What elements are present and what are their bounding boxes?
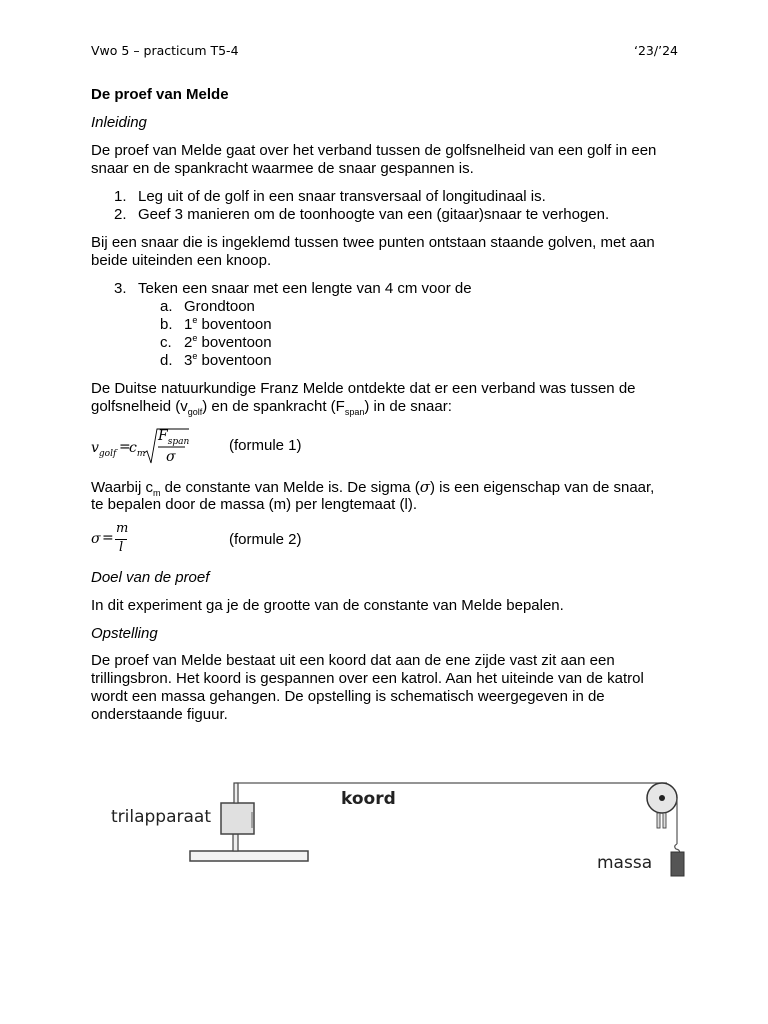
header-left: Vwo 5 – practicum T5-4 — [91, 43, 239, 58]
formula-1 — [91, 424, 201, 468]
subitem-letter: a. — [160, 298, 173, 315]
formula-constant-symbol: $c_m$ — [129, 440, 146, 459]
vibrator-base-plate — [190, 851, 308, 861]
vibrator-box — [221, 803, 254, 834]
section-heading-intro: Inleiding — [91, 114, 147, 131]
subitem-letter: c. — [160, 334, 172, 351]
melde-paragraph-line-1: De Duitse natuurkundige Franz Melde ontdekte dat er een verband was tussen de — [91, 380, 636, 397]
standing-wave-paragraph-line-2: beide uiteinden een knoop. — [91, 252, 272, 269]
setup-paragraph-line-1: De proef van Melde bestaat uit een koord dat aan de ene zijde vast zit aan een — [91, 652, 615, 669]
vibrator-stand — [233, 834, 238, 851]
formula-equals: = — [102, 530, 114, 546]
question-text: Leg uit of de golf in een snaar transversaal of longitudinaal is. — [138, 188, 546, 205]
melde-paragraph-line-2: golfsnelheid $(v_{golf})$ en de spankracht $(F_{span})$ in de snaar: — [91, 398, 452, 417]
pulley-support-leg — [663, 813, 666, 828]
formula-numerator: $F_{span}$ — [158, 428, 190, 447]
where-paragraph-line-1: Waarbij $c_m$ de constante van Melde is. De sigma (σ) is een eigenschap van de snaar, — [91, 478, 655, 498]
formula-numerator: m — [116, 521, 129, 536]
vibrator-rod — [234, 783, 238, 803]
subitem-text: 3e boventoon — [184, 351, 272, 369]
setup-paragraph-line-3: wordt een massa gehangen. De opstelling is schematisch weergegeven in de — [91, 688, 605, 705]
pulley-support-leg — [657, 813, 660, 828]
question-number: 2. — [114, 206, 127, 223]
formula-sigma-symbol: σ — [91, 531, 101, 547]
question-text: Geef 3 manieren om de toonhoogte van een (gitaar)snaar te verhogen. — [138, 206, 610, 223]
question-number: 3. — [114, 280, 127, 297]
intro-paragraph-line-1: De proef van Melde gaat over het verband tussen de golfsnelheid van een golf in een — [91, 142, 657, 159]
setup-paragraph-line-4: onderstaande figuur. — [91, 706, 228, 723]
subitem-letter: d. — [160, 352, 173, 369]
subitem-letter: b. — [160, 316, 173, 333]
standing-wave-paragraph-line-1: Bij een snaar die is ingeklemd tussen twee punten ontstaan staande golven, met aan — [91, 234, 655, 251]
page-title: De proef van Melde — [91, 86, 229, 103]
label-trilapparaat: trilapparaat — [111, 807, 212, 827]
where-paragraph-line-2: te bepalen door de massa (m) per lengtemaat (l). — [91, 496, 417, 513]
subitem-text: 1e boventoon — [184, 315, 272, 333]
intro-paragraph-line-2: snaar en de spankracht waarmee de snaar gespannen is. — [91, 160, 474, 177]
formula-equals: = — [119, 439, 131, 455]
setup-paragraph-line-2: trillingsbron. Het koord is gespannen over een katrol. Aan het uiteinde van de katrol — [91, 670, 644, 687]
question-number: 1. — [114, 188, 127, 205]
subitem-text: Grondtoon — [184, 298, 255, 315]
header-right: ‘23/’24 — [634, 43, 678, 58]
section-heading-goal: Doel van de proef — [91, 569, 210, 586]
label-massa: massa — [597, 853, 653, 873]
mass-block — [671, 852, 684, 876]
formula-denominator: σ — [166, 449, 176, 465]
formula-denominator: l — [119, 540, 124, 555]
subitem-text: 2e boventoon — [184, 333, 272, 351]
melde-setup-figure — [100, 770, 700, 890]
formula-2-label: (formule 2) — [229, 531, 302, 548]
formula-velocity-symbol: $v_{golf}$ — [91, 440, 117, 459]
formula-1-label: (formule 1) — [229, 437, 302, 454]
formula-2 — [91, 523, 141, 557]
label-koord: koord — [341, 789, 396, 809]
section-heading-setup: Opstelling — [91, 625, 158, 642]
goal-paragraph: In dit experiment ga je de grootte van de constante van Melde bepalen. — [91, 597, 564, 614]
pulley-axle — [659, 795, 665, 801]
question-text: Teken een snaar met een lengte van 4 cm voor de — [138, 280, 472, 297]
